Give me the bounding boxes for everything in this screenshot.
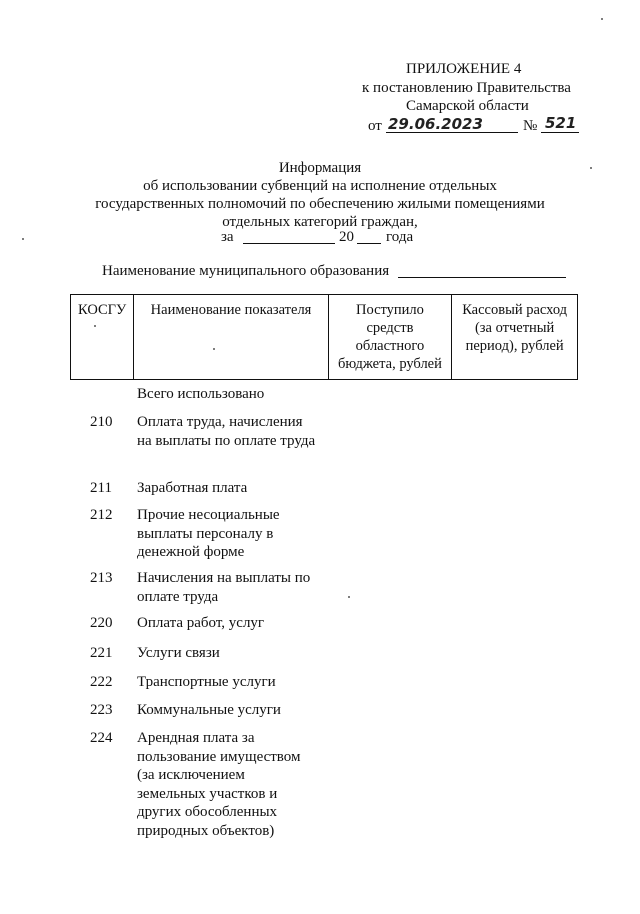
period-blank-year: [357, 243, 381, 244]
row-name: Начисления на выплаты по оплате труда: [137, 570, 311, 605]
row-code: 210: [90, 414, 113, 430]
header-kosgu: КОСГУ: [71, 295, 134, 380]
header-received: Поступило средств областного бюджета, рублей: [328, 295, 452, 380]
row-name: Услуги связи: [137, 645, 220, 661]
row-code: 212: [90, 507, 113, 523]
scan-speck: [590, 167, 592, 169]
scan-speck: [601, 18, 603, 20]
period-blank-date: [243, 243, 335, 244]
period-suffix: года: [386, 229, 414, 245]
row-code: 223: [90, 702, 113, 718]
heading-line-3: государственных полномочий по обеспечению жилыми помещениями: [95, 196, 545, 212]
report-table-header: [70, 294, 578, 380]
table-header-row: [71, 295, 578, 380]
scan-speck: [22, 238, 24, 240]
scan-speck: [94, 325, 96, 327]
date-underline: [386, 132, 518, 133]
scan-speck: [348, 596, 350, 598]
municipality-label: Наименование муниципального образования: [102, 263, 390, 279]
annex-number-handwritten: 521: [545, 114, 577, 132]
annex-date-handwritten: 29.06.2023: [388, 115, 483, 133]
row-name: Оплата работ, услуг: [137, 615, 265, 631]
row-name: Заработная плата: [137, 480, 248, 496]
row-name: Арендная плата за пользование имуществом (за исключением земельных участков и других обособленных природных объектов): [137, 730, 301, 839]
number-underline: [541, 132, 579, 133]
row-code: 221: [90, 645, 113, 661]
annex-number-prefix: №: [523, 118, 538, 134]
row-code: 220: [90, 615, 113, 631]
annex-date-prefix: от: [368, 118, 382, 134]
row-name: Транспортные услуги: [137, 674, 276, 690]
row-name: Всего использовано: [137, 386, 265, 402]
annex-line-2: Самарской области: [406, 98, 529, 114]
annex-title: ПРИЛОЖЕНИЕ 4: [406, 61, 522, 77]
period-year: 20: [339, 229, 354, 245]
heading-line-4: отдельных категорий граждан,: [222, 214, 418, 230]
period-prefix: за: [221, 229, 234, 245]
header-expense: Кассовый расход (за отчетный период), рублей: [452, 295, 578, 380]
row-name: Оплата труда, начисления на выплаты по оплате труда: [137, 414, 316, 449]
row-code: 224: [90, 730, 113, 746]
row-name: Коммунальные услуги: [137, 702, 281, 718]
scan-speck: [213, 348, 215, 350]
row-code: 213: [90, 570, 113, 586]
annex-line-1: к постановлению Правительства: [362, 80, 571, 96]
heading-line-2: об использовании субвенций на исполнение отдельных: [143, 178, 497, 194]
municipality-blank: [398, 277, 566, 278]
heading-title: Информация: [278, 160, 362, 176]
row-code: 211: [90, 480, 112, 496]
header-indicator: Наименование показателя: [134, 295, 328, 380]
row-name: Прочие несоциальные выплаты персоналу в денежной форме: [137, 507, 280, 560]
row-code: 222: [90, 674, 113, 690]
